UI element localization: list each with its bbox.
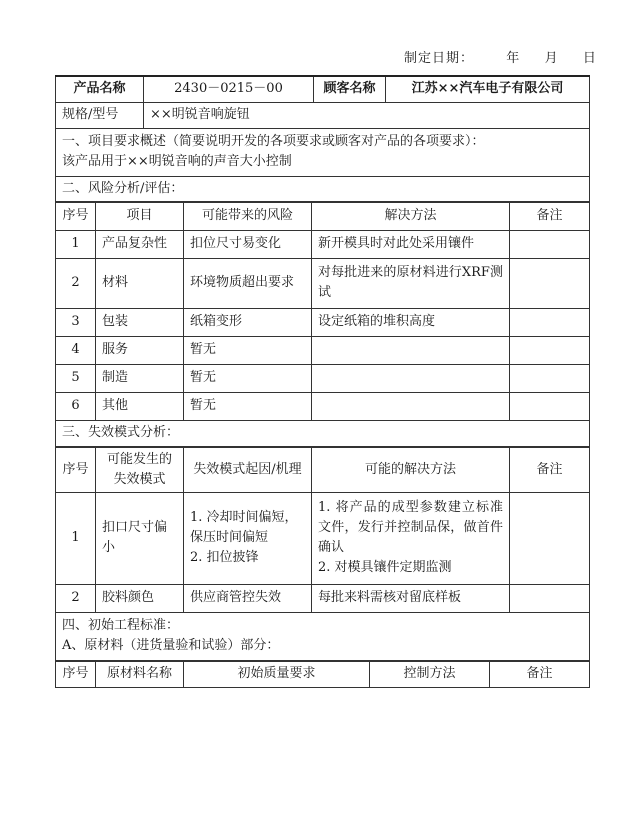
- failure-table: [55, 447, 590, 661]
- fail-solution: 每批来料需核对留底样板: [312, 584, 510, 612]
- risk-desc: 暂无: [184, 364, 312, 392]
- risk-desc: 环境物质超出要求: [184, 258, 312, 308]
- date-line: [404, 47, 597, 66]
- risk-item: 包装: [96, 308, 184, 336]
- risk-note: [510, 336, 590, 364]
- section3-title: 三、失效模式分析：: [56, 420, 590, 446]
- section4-subtitle: A、原材料（进货量验和试验）部分：: [62, 638, 280, 653]
- fail-mode: 胶料颜色: [96, 584, 184, 612]
- section1-content: 该产品用于××明锐音响的声音大小控制: [62, 154, 292, 169]
- risk-note: [510, 308, 590, 336]
- customer-label: 顾客名称: [314, 76, 386, 102]
- fail-cause-line: 1. 冷却时间偏短，保压时间偏短: [190, 510, 298, 545]
- table-row: [56, 584, 590, 612]
- risk-note: [510, 392, 590, 420]
- material-table: [55, 661, 590, 688]
- date-month: 月: [544, 51, 559, 66]
- table-row: [56, 492, 590, 584]
- section2-title: 二、风险分析/评估：: [56, 176, 590, 201]
- table-row: [56, 308, 590, 336]
- risk-table: [55, 202, 590, 447]
- risk-no: 6: [56, 392, 96, 420]
- fail-note: [510, 492, 590, 584]
- fail-col-no: 序号: [56, 447, 96, 492]
- date-day: 日: [582, 51, 597, 66]
- date-year: 年: [506, 51, 521, 66]
- fail-no: 2: [56, 584, 96, 612]
- risk-col-item: 项目: [96, 202, 184, 230]
- mat-col-control: 控制方法: [370, 661, 490, 687]
- risk-no: 1: [56, 230, 96, 258]
- risk-item: 材料: [96, 258, 184, 308]
- table-row: [56, 258, 590, 308]
- spec-value: ××明锐音响旋钮: [144, 102, 590, 128]
- section1-cell: [56, 128, 590, 176]
- risk-no: 3: [56, 308, 96, 336]
- header-table: [55, 75, 590, 202]
- fail-col-mode: 可能发生的失效模式: [96, 447, 184, 492]
- fail-cause: [184, 492, 312, 584]
- risk-desc: 暂无: [184, 392, 312, 420]
- product-name-label: 产品名称: [56, 76, 144, 102]
- fail-solution-line: 1. 将产品的成型参数建立标准文件，发行并控制品保，做首件确认: [318, 500, 503, 555]
- risk-note: [510, 258, 590, 308]
- table-row: [56, 392, 590, 420]
- fail-col-solution: 可能的解决方法: [312, 447, 510, 492]
- risk-solution: [312, 392, 510, 420]
- risk-item: 其他: [96, 392, 184, 420]
- risk-solution: 对每批进来的原材料进行XRF测试: [312, 258, 510, 308]
- risk-solution: [312, 364, 510, 392]
- customer-value: 江苏××汽车电子有限公司: [386, 76, 590, 102]
- risk-item: 制造: [96, 364, 184, 392]
- product-code: 2430－0215－00: [144, 76, 314, 102]
- section1-title: 一、项目要求概述（简要说明开发的各项要求或顾客对产品的各项要求）：: [62, 134, 485, 149]
- risk-col-no: 序号: [56, 202, 96, 230]
- mat-col-quality: 初始质量要求: [184, 661, 370, 687]
- section4-title: 四、初始工程标准：: [62, 618, 180, 633]
- risk-note: [510, 230, 590, 258]
- fail-solution: [312, 492, 510, 584]
- fail-cause-line: 2. 扣位披锋: [190, 550, 259, 565]
- fail-col-note: 备注: [510, 447, 590, 492]
- section4-cell: [56, 612, 590, 660]
- risk-col-risk: 可能带来的风险: [184, 202, 312, 230]
- spec-label: 规格/型号: [56, 102, 144, 128]
- table-row: [56, 230, 590, 258]
- risk-solution: 设定纸箱的堆积高度: [312, 308, 510, 336]
- table-row: [56, 336, 590, 364]
- fail-no: 1: [56, 492, 96, 584]
- mat-col-note: 备注: [490, 661, 590, 687]
- fail-cause: 供应商管控失效: [184, 584, 312, 612]
- risk-col-note: 备注: [510, 202, 590, 230]
- form-document: [55, 75, 589, 688]
- risk-desc: 暂无: [184, 336, 312, 364]
- risk-note: [510, 364, 590, 392]
- fail-note: [510, 584, 590, 612]
- fail-mode: 扣口尺寸偏小: [96, 492, 184, 584]
- risk-desc: 纸箱变形: [184, 308, 312, 336]
- risk-desc: 扣位尺寸易变化: [184, 230, 312, 258]
- risk-no: 4: [56, 336, 96, 364]
- fail-solution-line: 2. 对模具镶件定期监测: [318, 560, 452, 575]
- table-row: [56, 364, 590, 392]
- risk-solution: [312, 336, 510, 364]
- risk-item: 产品复杂性: [96, 230, 184, 258]
- mat-col-name: 原材料名称: [96, 661, 184, 687]
- risk-item: 服务: [96, 336, 184, 364]
- risk-no: 5: [56, 364, 96, 392]
- risk-solution: 新开模具时对此处采用镶件: [312, 230, 510, 258]
- risk-no: 2: [56, 258, 96, 308]
- fail-col-cause: 失效模式起因/机理: [184, 447, 312, 492]
- risk-col-solution: 解决方法: [312, 202, 510, 230]
- mat-col-no: 序号: [56, 661, 96, 687]
- date-label: 制定日期：: [404, 51, 475, 66]
